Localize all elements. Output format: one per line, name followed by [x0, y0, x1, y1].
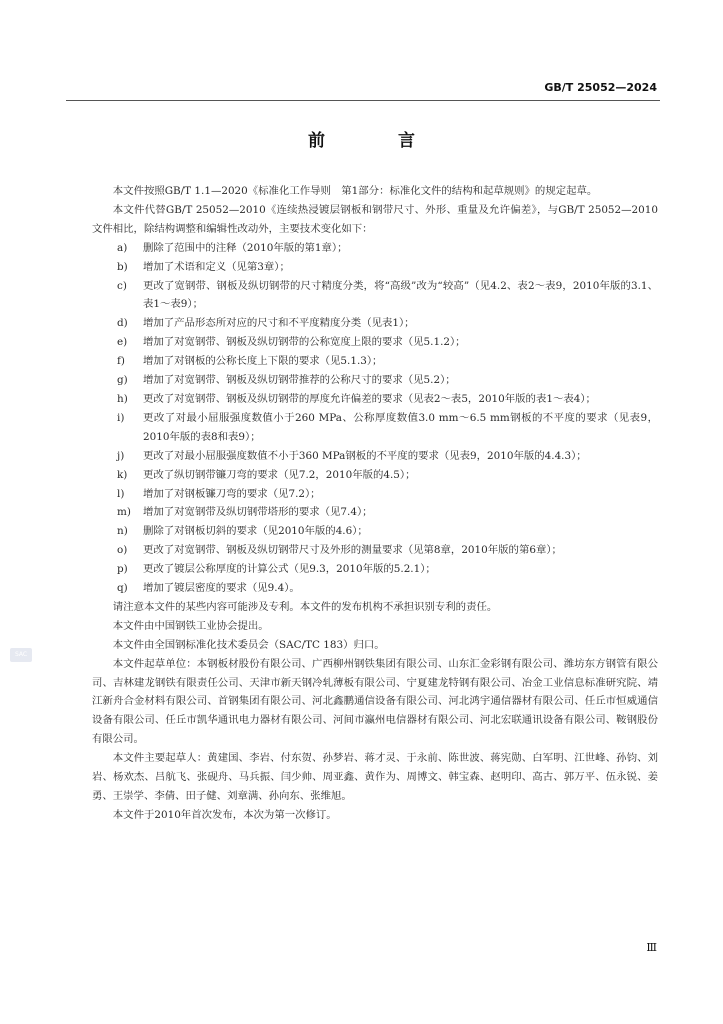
list-item-text: 更改了对最小屈服强度数值不小于360 MPa钢板的不平度的要求（见表9，2010年版的4.4.3）； [143, 449, 587, 462]
list-item [92, 277, 658, 315]
list-item-label: m) [117, 506, 131, 519]
list-item-label: o) [117, 544, 128, 557]
list-item-label: n) [117, 525, 128, 538]
header-rule [66, 100, 660, 101]
list-item-label: b) [117, 260, 128, 273]
list-item-label: k) [117, 468, 128, 481]
list-item [92, 390, 658, 409]
list-item [92, 314, 658, 333]
paragraph-drafting-rules: 本文件按照GB/T 1.1—2020《标准化工作导则 第1部分：标准化文件的结构和起草规则》的规定起草。 [112, 185, 598, 197]
list-item-label: l) [117, 487, 125, 500]
list-item-text: 增加了产品形态所对应的尺寸和不平度精度分类（见表1）； [143, 317, 415, 330]
list-item [92, 352, 658, 371]
list-item [92, 503, 658, 522]
list-item-label: g) [117, 374, 128, 387]
list-item-text: 更改了镀层公称厚度的计算公式（见9.3，2010年版的5.2.1）； [143, 563, 436, 576]
list-item-text: 增加了对宽钢带及纵切钢带塔形的要求（见7.4）； [143, 506, 373, 519]
list-item-text: 增加了对宽钢带、钢板及纵切钢带的公称宽度上限的要求（见5.1.2）； [143, 336, 466, 349]
list-item-text: 更改了对宽钢带、钢板及纵切钢带的厚度允许偏差的要求（见表2～表5，2010年版的表1～表4）； [143, 392, 596, 405]
page-number: Ⅲ [646, 941, 657, 954]
list-item [92, 522, 658, 541]
list-item [92, 239, 658, 258]
paragraph-replacement: 本文件代替GB/T 25052—2010《连续热浸镀层钢板和钢带尺寸、外形、重量及允许偏差》，与GB/T 25052—2010文件相比，除结构调整和编辑性改动外，主要技术变化如下： [92, 203, 658, 235]
paragraph-history: 本文件于2010年首次发布，本次为第一次修订。 [112, 808, 337, 821]
list-item [92, 409, 658, 447]
paragraph-drafting-units: 本文件起草单位：本钢板材股份有限公司、广西柳州钢铁集团有限公司、山东汇金彩钢有限公司、潍坊东方钢管有限公司、吉林建龙钢铁有限责任公司、天津市新天钢冷轧薄板有限公司、宁夏建龙特钢有限公司、冶金工业信息标准研究院、靖江新舟合金材料有限公司、首钢集团有限公司、河北鑫鹏通信设备有限公司、河北鸿宇通信器材有限公司、任丘市恒威通信设备有限公司、任丘市凯华通讯电力器材有限公司、河间市瀛州电信器材有限公司、河北宏联通讯设备有限公司、鞍钢股份有限公司。 [92, 657, 658, 746]
paragraph-committee: 本文件由全国钢标准化技术委员会（SAC/TC 183）归口。 [112, 638, 385, 651]
list-item-text: 增加了对钢板的公称长度上下限的要求（见5.1.3）； [143, 355, 383, 368]
list-item-label: c) [117, 279, 127, 292]
changes-list [92, 239, 658, 598]
list-item [92, 466, 658, 485]
list-item [92, 560, 658, 579]
list-item-text: 删除了范围中的注释（2010年版的第1章）； [143, 241, 348, 254]
list-item-text: 更改了对宽钢带、钢板及纵切钢带尺寸及外形的测量要求（见第8章，2010年版的第6章）； [143, 544, 562, 557]
list-item [92, 371, 658, 390]
page-title: 前 言 [308, 131, 443, 151]
list-item-label: a) [117, 241, 128, 254]
list-item-text: 增加了对钢板镰刀弯的要求（见7.2）； [143, 487, 321, 500]
list-item [92, 447, 658, 466]
list-item-label: e) [117, 336, 128, 349]
list-item-text: 增加了对宽钢带、钢板及纵切钢带推荐的公称尺寸的要求（见5.2）； [143, 374, 456, 387]
sac-watermark-logo: SAC [10, 648, 32, 662]
list-item [92, 258, 658, 277]
list-item [92, 579, 658, 598]
document-body [92, 182, 658, 825]
list-item-label: q) [117, 582, 128, 595]
paragraph-patent-notice: 请注意本文件的某些内容可能涉及专利。本文件的发布机构不承担识别专利的责任。 [112, 600, 498, 613]
list-item-text: 更改了纵切钢带镰刀弯的要求（见7.2，2010年版的4.5）； [143, 468, 416, 481]
list-item-text: 增加了术语和定义（见第3章）； [143, 260, 290, 273]
paragraph-proposer: 本文件由中国钢铁工业协会提出。 [112, 619, 269, 632]
paragraph-drafters: 本文件主要起草人：黄建国、李岩、付东贺、孙梦岩、蒋才灵、于永前、陈世波、蒋宪勋、白军明、江世峰、孙钧、刘岩、杨欢杰、吕航飞、张砚舟、马兵振、闫少帅、周亚鑫、黄作为、周博文、韩宝森、赵明印、高古、郭万平、伍永锐、姜勇、王崇学、李倩、田子健、刘章满、孙向东、张维旭。 [92, 752, 658, 802]
list-item-label: i) [117, 411, 125, 424]
list-item-text: 更改了对最小屈服强度数值小于260 MPa、公称厚度数值3.0 mm～6.5 mm钢板的不平度的要求（见表9，2010年版的表8和表9）； [143, 411, 658, 443]
list-item-label: d) [117, 317, 128, 330]
standard-number: GB/T 25052—2024 [544, 81, 657, 94]
list-item-label: h) [117, 392, 128, 405]
list-item-label: f) [117, 355, 125, 368]
list-item [92, 541, 658, 560]
list-item [92, 333, 658, 352]
list-item [92, 485, 658, 504]
list-item-label: p) [117, 563, 128, 576]
list-item-text: 删除了对钢板切斜的要求（见2010年版的4.6）； [143, 525, 368, 538]
list-item-text: 增加了镀层密度的要求（见9.4）。 [143, 582, 300, 595]
list-item-label: j) [117, 449, 125, 462]
list-item-text: 更改了宽钢带、钢板及纵切钢带的尺寸精度分类，将“高级”改为“较高”（见4.2、表2～表9，2010年版的3.1、表1～表9）； [143, 279, 658, 311]
